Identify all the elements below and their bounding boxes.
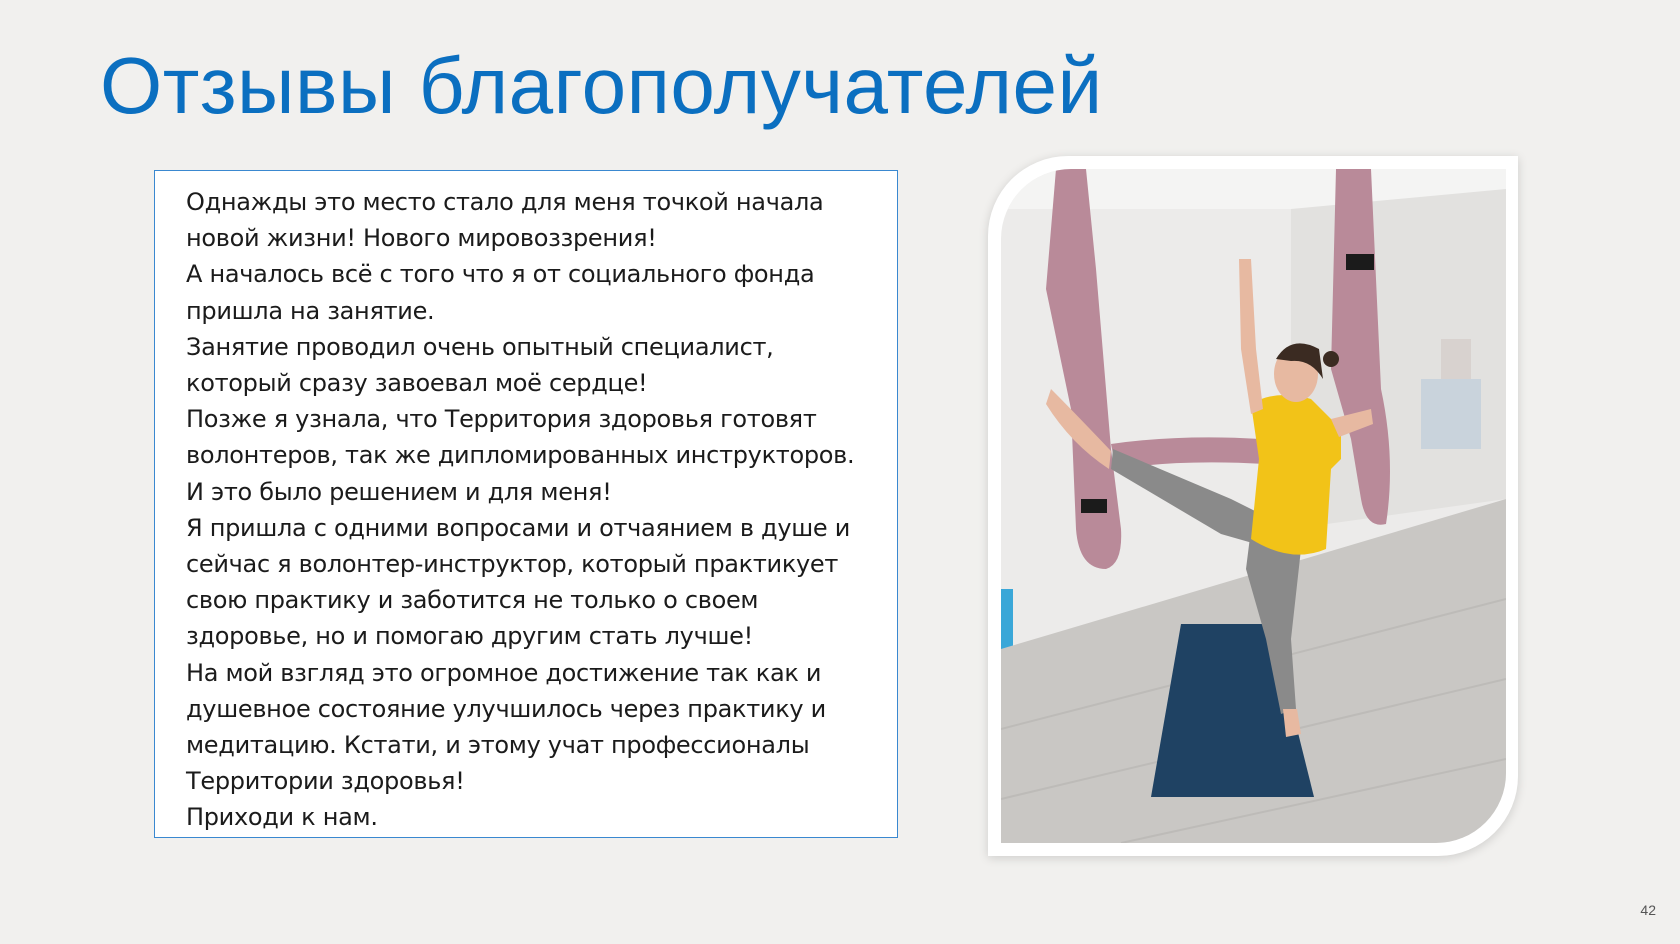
review-line: который сразу завоевал моё сердце!: [186, 369, 648, 398]
review-line: свою практику и заботится не только о своем: [186, 586, 759, 615]
review-line: И это было решением и для меня!: [186, 477, 612, 506]
hammock-handle: [1346, 254, 1374, 270]
hair-bun: [1323, 351, 1339, 367]
review-line: Я пришла с одними вопросами и отчаянием в душе и: [186, 513, 850, 542]
review-line: Позже я узнала, что Территория здоровья готовят: [186, 405, 817, 434]
review-line: А началось всё с того что я от социального фонда: [186, 260, 815, 289]
aerial-yoga-illustration: [1001, 169, 1506, 843]
aerial-yoga-photo: [1001, 169, 1506, 843]
review-line: душевное состояние улучшилось через практику и: [186, 694, 826, 723]
review-line: Приходи к нам.: [186, 803, 378, 832]
anatomy-poster: [1441, 339, 1471, 379]
review-line: Занятие проводил очень опытный специалист,: [186, 332, 774, 361]
page-number: 42: [1640, 902, 1656, 918]
photo-frame: [988, 156, 1518, 856]
review-line: Однажды это место стало для меня точкой начала: [186, 188, 824, 216]
review-line: медитацию. Кстати, и этому учат профессионалы: [186, 731, 810, 760]
review-line: пришла на занятие.: [186, 296, 435, 325]
review-text-box: [154, 170, 898, 838]
review-line: Территории здоровья!: [186, 767, 465, 796]
review-line: здоровье, но и помогаю другим стать лучше!: [186, 622, 753, 651]
slide-title: Отзывы благополучателей: [100, 41, 1103, 130]
wall-poster: [1421, 379, 1481, 449]
review-line: На мой взгляд это огромное достижение так как и: [186, 658, 822, 687]
review-line: сейчас я волонтер-инструктор, который практикует: [186, 550, 839, 579]
review-line: новой жизни! Нового мировоззрения!: [186, 224, 657, 253]
hammock-handle: [1081, 499, 1107, 513]
review-line: волонтеров, так же дипломированных инструкторов.: [186, 441, 855, 470]
